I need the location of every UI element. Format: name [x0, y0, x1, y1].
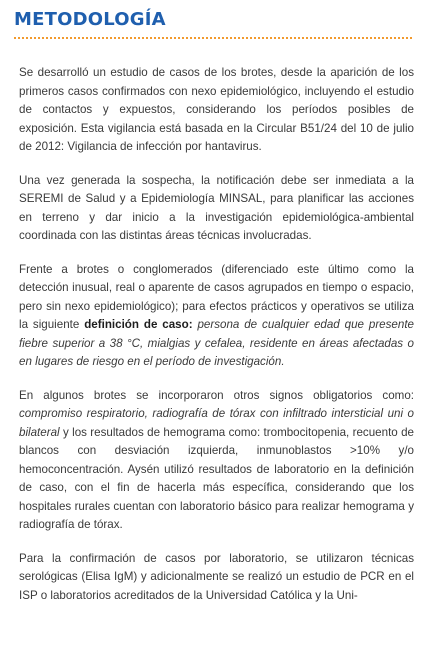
mandatory-signs: compromiso respiratorio, radiografía de tórax con infiltrado intersticial uni o bilateral [19, 407, 414, 439]
paragraph-1: Se desarrolló un estudio de casos de los brotes, desde la aparición de los primeros casos confirmados con nexo epidemiológico, incluyendo el estudio de contactos y expuestos, considerando los períodos posibles de exposición. Esta vigilancia está basada en la Circular B51/24 del 10 de julio de 2012: Vigilancia de infección por hantavirus. [19, 66, 414, 153]
case-definition-text: persona de cualquier edad que presente fiebre superior a 38 °C, mialgias y cefalea, residente en áreas afectadas o en lugares de riesgo en el período de investigación. [19, 318, 414, 368]
paragraph-4-intro: En algunos brotes se incorporaron otros signos obligatorios como: [19, 388, 414, 402]
document-body [19, 64, 414, 605]
section-title: METODOLOGÍA [14, 9, 166, 30]
title-divider [14, 37, 412, 39]
paragraph-2: Una vez generada la sospecha, la notificación debe ser inmediata a la SEREMI de Salud y a Epidemiología MINSAL, para planificar las acciones en terreno y dar inicio a la investigación epidemiológica-ambiental coordinada con las distintas áreas técnicas involucradas. [19, 173, 414, 242]
section-header [14, 6, 414, 39]
case-definition-label: definición de caso: [84, 318, 193, 331]
paragraph-4 [19, 387, 414, 535]
paragraph-3 [19, 261, 414, 372]
paragraph-5: Para la confirmación de casos por laboratorio, se utilizaron técnicas serológicas (Elisa IgM) y adicionalmente se realizó un estudio de PCR en el ISP o laboratorios acreditados de la Universidad Católica y la Uni- [19, 551, 414, 602]
paragraph-4-rest: y los resultados de hemograma como: trombocitopenia, recuento de blancos con desviación izquierda, inmunoblastos >10% y/o hemoconcentración. Aysén utilizó resultados de laboratorio en la definición de caso, con el fin de hacerla más específica, considerando que los hospitales rurales cuentan con laboratorio básico para realizar hemograma y radiografía de tórax. [19, 425, 414, 531]
paragraph-3-intro: Frente a brotes o conglomerados (diferenciado este último como la detección inusual, real o aparente de casos agrupados en tiempo o espacio, pero sin nexo epidemiológico); para efectos prácticos y operativos se utiliza la siguiente [19, 262, 414, 331]
